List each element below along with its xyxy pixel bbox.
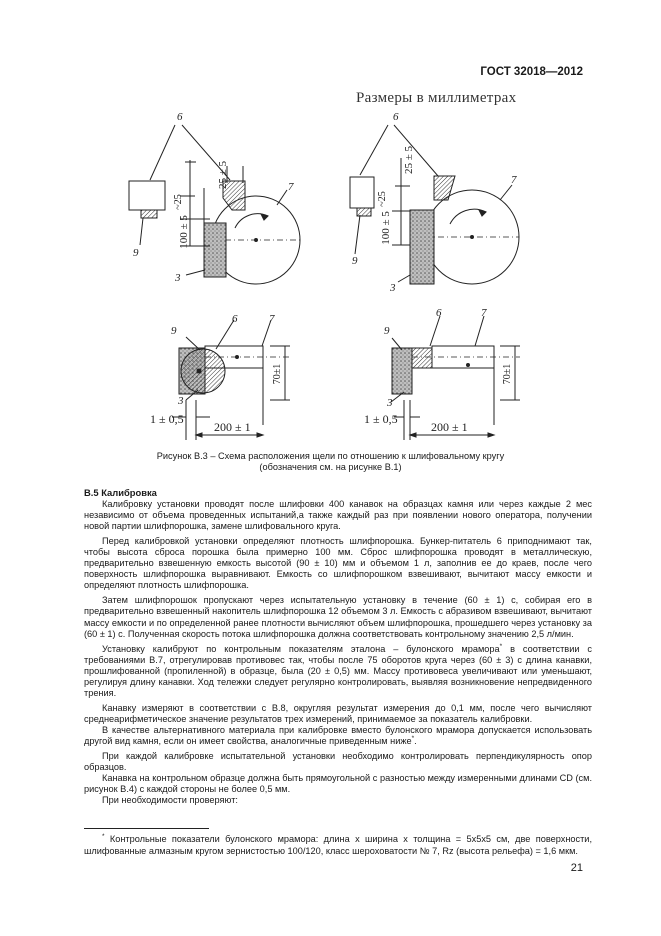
paragraph-4: [84, 644, 592, 699]
footnote-text: Контрольные показатели булонского мрамора: длина х ширина х толщина = 5х5х5 см, две поверхности, шлифованные алмазным кругом зернистостью 100/120, класс шероховатости № 7, Rz (высота рельефа) = 1,6 мкм.: [84, 834, 592, 856]
footnote: [84, 834, 592, 857]
figure-caption-line2: (обозначения см. на рисунке В.1): [259, 462, 402, 472]
dim-70-bottom-right: 70±1: [502, 363, 513, 385]
label-3-top-left: 3: [175, 272, 181, 284]
dim-25s-top-right: ~25: [377, 191, 388, 207]
dim-25-top-left: 25 ± 5: [217, 160, 229, 190]
top-right-view: [350, 125, 519, 284]
label-9-top-right: 9: [352, 255, 358, 267]
dim-25s-top-left: ~25: [173, 194, 184, 210]
paragraph-6-end: .: [414, 735, 417, 746]
footnote-mark: *: [102, 832, 105, 840]
label-9-bottom-left: 9: [171, 325, 177, 337]
dim-200-bottom-right: 200 ± 1: [431, 420, 468, 434]
section-b5: [84, 487, 592, 806]
paragraph-8: Канавка на контрольном образце должна быть прямоугольной с разностью между измеренными длинами CD (см. рисунок В.4) с каждой стороны не более 0,5 мм.: [84, 773, 592, 795]
label-7-top-left: 7: [288, 181, 294, 193]
figure-caption: [0, 451, 661, 473]
label-3-top-right: 3: [390, 282, 396, 294]
label-3-bottom-right: 3: [387, 397, 393, 409]
dimensions-note: Размеры в миллиметрах: [356, 90, 517, 106]
paragraph-9: При необходимости проверяют:: [102, 795, 238, 806]
paragraph-5: Канавку измеряют в соответствии с В.8, округляя результат измерения до 0,1 мм, после чего вычисляют среднеарифметическое значение результатов трех измерений, принимаемое за показатель калибровки.: [84, 702, 592, 724]
footnote-ref-1: *: [499, 642, 503, 650]
paragraph-3: Затем шлифпорошок пропускают через испытательную установку в течение (60 ± 1) с, собирая его в предварительно взвешенный накопитель шлифпорошка 12 объемом 3 л. Емкость с абразивом взвешивают, вычитают массу емкости и по определенной ранее плотности вычисляют объем шлифпорошка, прошедшего через установку за (60 ± 1) с. Полученная скорость потока шлифпорошка должна соответствовать контрольному значению 2,5 л/мин.: [84, 595, 592, 639]
label-9-top-left: 9: [133, 247, 139, 259]
label-7-bottom-left: 7: [269, 313, 275, 325]
label-7-bottom-right: 7: [481, 307, 487, 319]
dim-100-top-left: 100 ± 5: [178, 215, 190, 249]
dim-100-top-right: 100 ± 5: [380, 211, 392, 245]
paragraph-6: [84, 725, 592, 747]
page-number: 21: [570, 862, 583, 874]
paragraph-7: При каждой калибровке испытательной установки необходимо контролировать перпендикулярность опор образцов.: [84, 751, 592, 773]
dim-1-bottom-left: 1 ± 0,5: [150, 412, 184, 426]
dim-25-top-right: 25 ± 5: [403, 145, 415, 175]
section-heading: В.5 Калибровка: [84, 487, 157, 498]
paragraph-2: Перед калибровкой установки определяют плотность шлифпорошка. Бункер-питатель 6 приподнимают так, чтобы высота сброса порошка была примерно 100 мм. Сброс шлифпорошка проводят в металлическую, предварительно взвешенную емкость высотой (90 ± 10) мм и объемом 1 л, заполнив ее до краев, после чего поверхность шлифпорошка выравнивают. Емкость со шлифпорошком взвешивают, вычитают массу емкости и определяют плотность шлифпорошка.: [84, 536, 592, 591]
paragraph-1: Калибровку установки проводят после шлифовки 400 канавок на образцах камня или через каждые 2 мес независимо от объема проведенных испытаний,а также каждый раз при появлении нового оператора, получении новой партии шлифпорошка, замене шлифовального круга.: [84, 499, 592, 532]
figure-b3-drawing: [0, 0, 661, 450]
label-6-bottom-right: 6: [436, 307, 442, 319]
label-9-bottom-right: 9: [384, 325, 390, 337]
document-code: ГОСТ 32018—2012: [480, 66, 583, 78]
label-3-bottom-left: 3: [178, 395, 184, 407]
footnote-ref-2: *: [411, 734, 415, 742]
dim-70-bottom-left: 70±1: [272, 363, 283, 385]
dim-200-bottom-left: 200 ± 1: [214, 420, 251, 434]
label-6-top-right: 6: [393, 111, 399, 123]
top-left-view: [129, 125, 300, 284]
label-6-top-left: 6: [177, 111, 183, 123]
paragraph-6-start: В качестве альтернативного материала при калибровке вместо булонского мрамора допускается использовать другой вид камня, если он имеет свойства, аналогичные приведенным ниже: [84, 724, 592, 746]
label-6-bottom-left: 6: [232, 313, 238, 325]
figure-caption-line1: Рисунок В.3 – Схема расположения щели по отношению к шлифовальному кругу: [156, 451, 505, 461]
paragraph-4-end: в соответствии с требованиями В.7, отрегулировав противовес так, чтобы после 75 оборотов круга через (60 ± 3) с длина канавки, прошлифованной (пропиленной) в образце, была (20 ± 0,5) мм. Массу противовеса увеличивают или уменьшают, регулируя длину канавки. Ход тележки следует регулярно контролировать, выявляя возникновение непредвиденного трения.: [84, 643, 592, 698]
label-7-top-right: 7: [511, 174, 517, 186]
dim-1-bottom-right: 1 ± 0,5: [364, 412, 398, 426]
footnote-separator: [84, 828, 209, 829]
paragraph-4-start: Установку калибруют по контрольным показателям эталона – булонского мрамора: [102, 643, 500, 654]
